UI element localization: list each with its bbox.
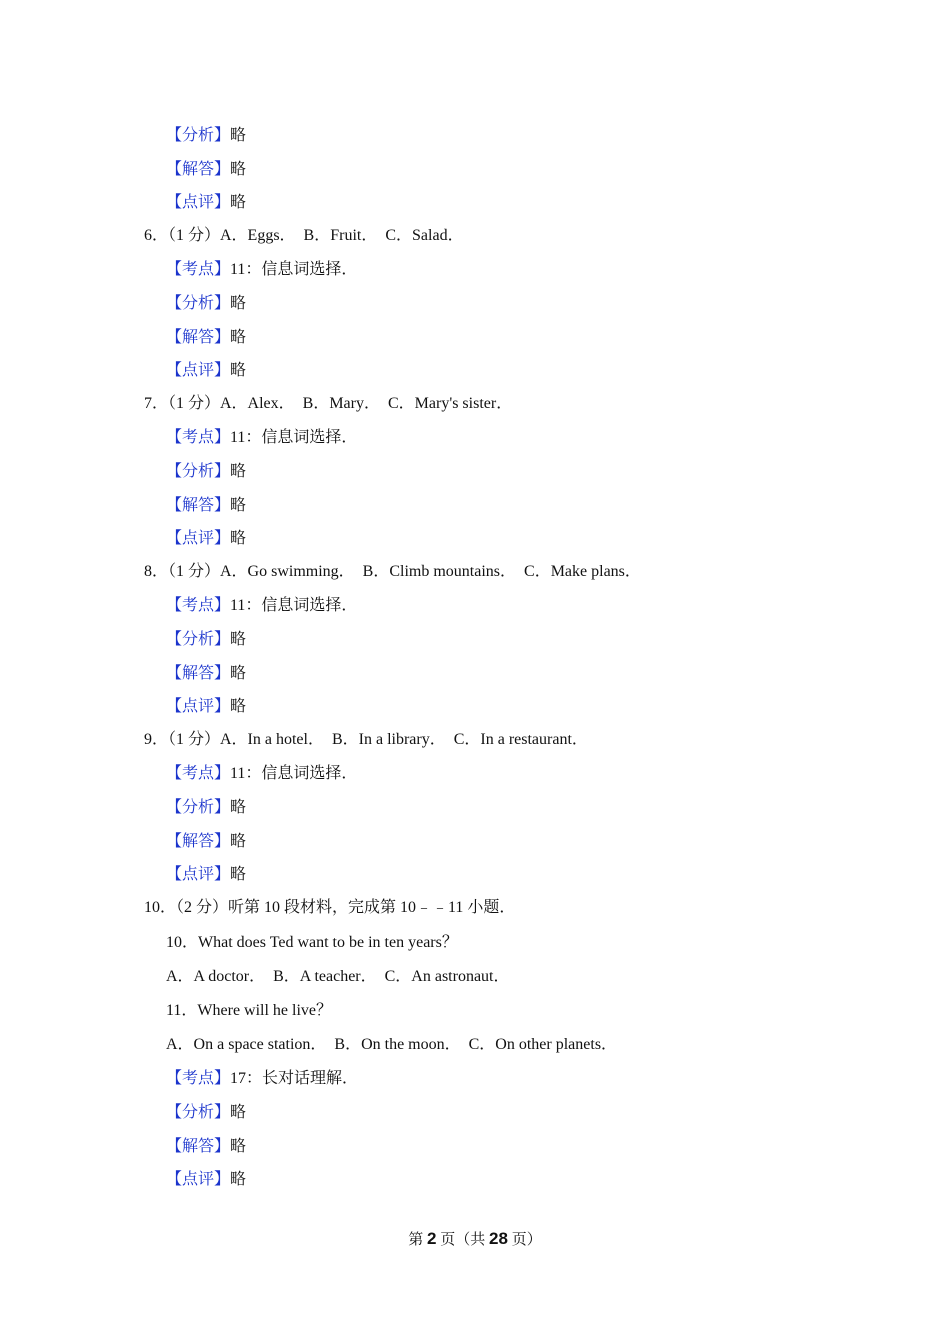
footer-page-number: 2	[427, 1229, 437, 1248]
point-text: 11：信息词选择．	[230, 429, 358, 446]
point-line	[166, 1069, 358, 1089]
analysis-line	[166, 798, 246, 818]
analysis-line	[166, 630, 246, 650]
point-tag: 【考点】	[166, 429, 231, 446]
answer-line	[166, 328, 246, 348]
analysis-text: 略	[230, 1104, 247, 1121]
review-line	[166, 193, 246, 213]
answer-text: 略	[230, 1138, 247, 1155]
point-tag: 【考点】	[166, 1070, 231, 1087]
point-tag: 【考点】	[166, 765, 231, 782]
point-line	[166, 428, 357, 448]
sub-question-11-options: A．On a space station． B．On the moon． C．On other planets．	[166, 1036, 618, 1053]
answer-line	[166, 832, 246, 852]
footer-prefix: 第	[408, 1232, 428, 1248]
footer-middle: 页（共	[436, 1232, 490, 1248]
footer-total-pages: 28	[489, 1229, 508, 1248]
point-text: 11：信息词选择．	[230, 597, 358, 614]
answer-tag: 【解答】	[166, 833, 231, 850]
review-tag: 【点评】	[166, 362, 231, 379]
analysis-tag: 【分析】	[166, 463, 231, 480]
question-7: 7．（1 分）A．Alex． B．Mary． C．Mary's sister．	[144, 395, 513, 412]
point-text: 11：信息词选择．	[230, 261, 358, 278]
point-line	[166, 764, 357, 784]
point-tag: 【考点】	[166, 597, 231, 614]
analysis-tag: 【分析】	[166, 799, 231, 816]
analysis-text: 略	[230, 799, 247, 816]
answer-text: 略	[230, 665, 247, 682]
answer-tag: 【解答】	[166, 161, 231, 178]
analysis-line	[166, 462, 246, 482]
analysis-text: 略	[230, 463, 247, 480]
footer-suffix: 页）	[507, 1232, 542, 1248]
analysis-line	[166, 294, 246, 314]
question-9: 9．（1 分）A．In a hotel． B．In a library． C．In a restaurant．	[144, 731, 588, 748]
answer-tag: 【解答】	[166, 329, 231, 346]
review-tag: 【点评】	[166, 866, 231, 883]
answer-text: 略	[230, 161, 247, 178]
review-text: 略	[230, 530, 247, 547]
sub-question-11: 11．Where will he live？	[166, 1002, 333, 1019]
analysis-tag: 【分析】	[166, 295, 231, 312]
analysis-text: 略	[230, 631, 247, 648]
answer-line	[166, 496, 246, 516]
answer-text: 略	[230, 497, 247, 514]
point-tag: 【考点】	[166, 261, 231, 278]
analysis-line	[166, 1103, 246, 1123]
analysis-text: 略	[230, 295, 247, 312]
answer-line	[166, 160, 246, 180]
analysis-text: 略	[230, 127, 247, 144]
point-text: 17：长对话理解．	[230, 1070, 359, 1087]
question-10: 10．（2 分）听第 10 段材料，完成第 10﹣﹣11 小题．	[144, 899, 516, 916]
sub-question-10-options: A．A doctor． B．A teacher． C．An astronaut．	[166, 968, 510, 985]
analysis-tag: 【分析】	[166, 631, 231, 648]
review-text: 略	[230, 1171, 247, 1188]
analysis-tag: 【分析】	[166, 1104, 231, 1121]
review-line	[166, 865, 246, 885]
answer-text: 略	[230, 833, 247, 850]
answer-line	[166, 1137, 246, 1157]
review-tag: 【点评】	[166, 194, 231, 211]
page-footer	[0, 1229, 950, 1250]
review-text: 略	[230, 362, 247, 379]
review-line	[166, 697, 246, 717]
sub-question-10: 10．What does Ted want to be in ten years？	[166, 934, 458, 951]
question-8: 8．（1 分）A．Go swimming． B．Climb mountains． C．Make plans．	[144, 563, 641, 580]
review-line	[166, 361, 246, 381]
answer-tag: 【解答】	[166, 497, 231, 514]
answer-line	[166, 664, 246, 684]
review-text: 略	[230, 698, 247, 715]
point-text: 11：信息词选择．	[230, 765, 358, 782]
answer-tag: 【解答】	[166, 1138, 231, 1155]
answer-tag: 【解答】	[166, 665, 231, 682]
review-tag: 【点评】	[166, 698, 231, 715]
review-text: 略	[230, 194, 247, 211]
review-tag: 【点评】	[166, 530, 231, 547]
review-text: 略	[230, 866, 247, 883]
answer-text: 略	[230, 329, 247, 346]
point-line	[166, 596, 357, 616]
review-line	[166, 1170, 246, 1190]
review-line	[166, 529, 246, 549]
review-tag: 【点评】	[166, 1171, 231, 1188]
point-line	[166, 260, 357, 280]
question-6: 6．（1 分）A．Eggs． B．Fruit． C．Salad．	[144, 227, 464, 244]
analysis-line	[166, 126, 246, 146]
analysis-tag: 【分析】	[166, 127, 231, 144]
